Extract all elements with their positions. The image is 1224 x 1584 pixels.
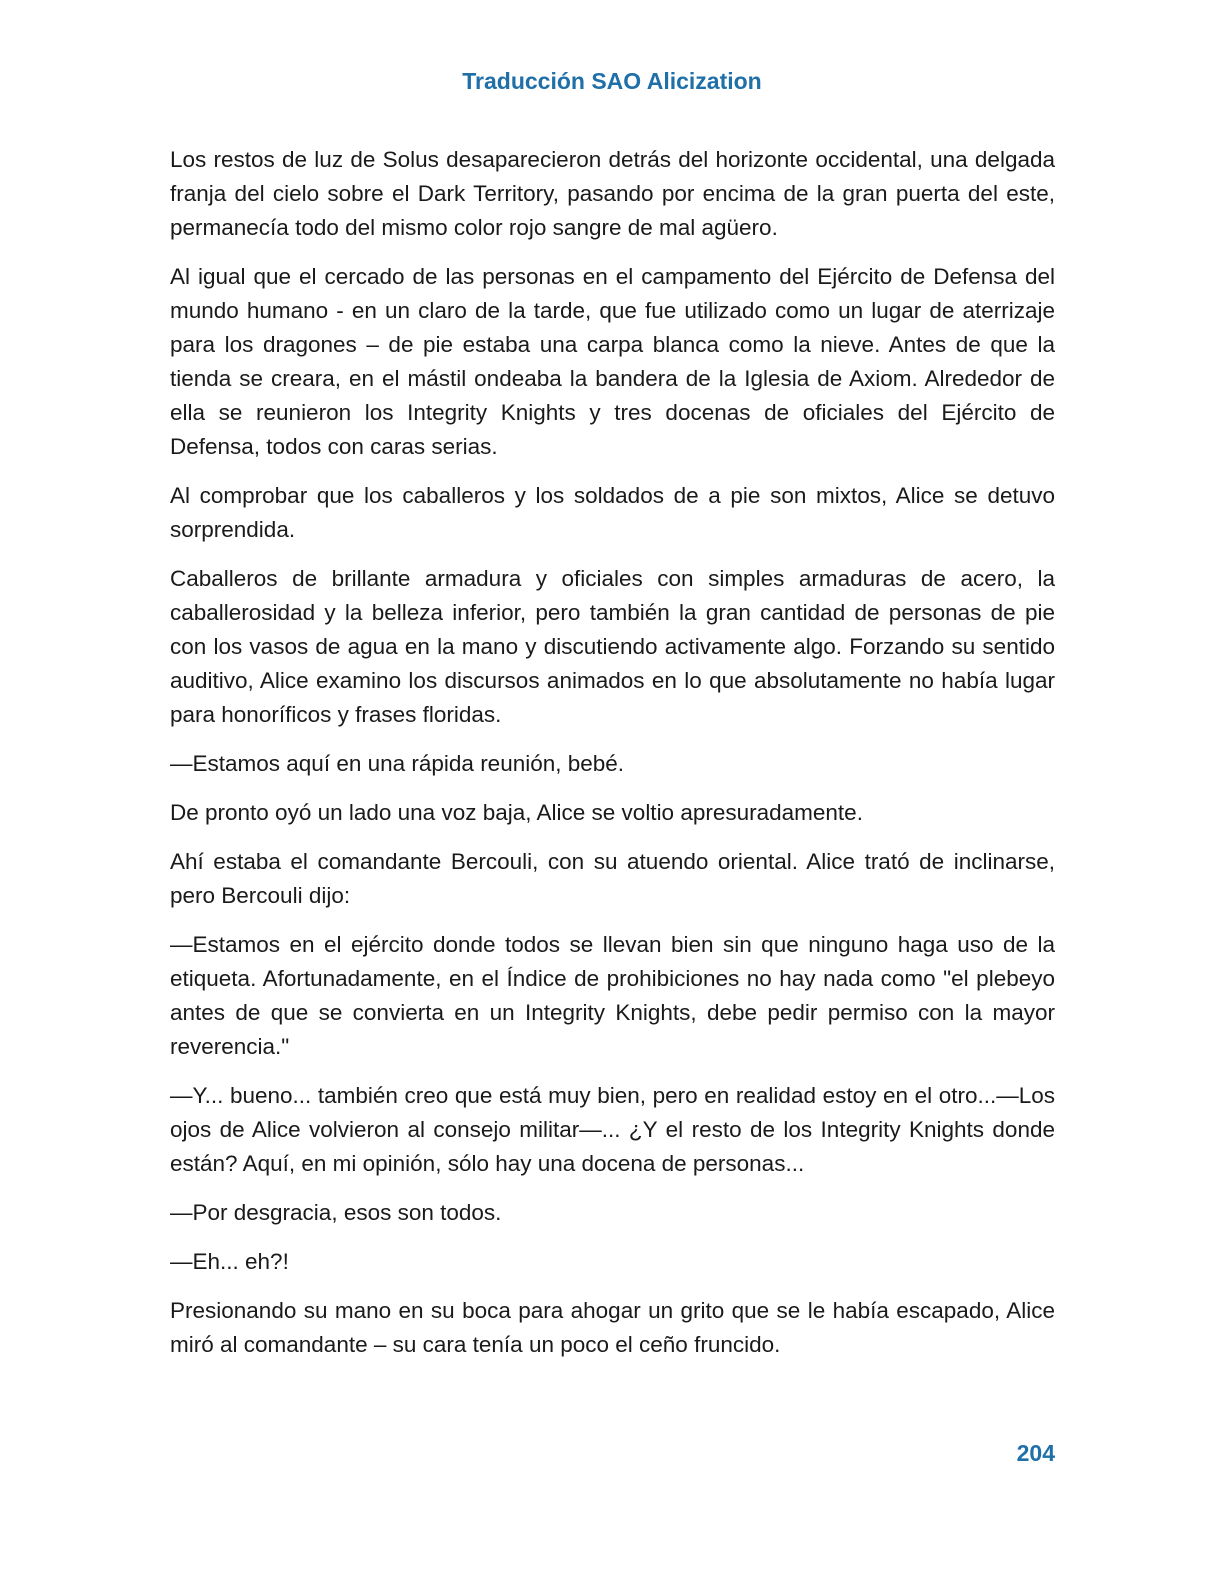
paragraph: Presionando su mano en su boca para ahogar un grito que se le había escapado, Alice miró al comandante – su cara tenía un poco el ceño fruncido.: [170, 1298, 1055, 1357]
paragraph: —Eh... eh?!: [170, 1249, 289, 1274]
paragraph: De pronto oyó un lado una voz baja, Alice se voltio apresuradamente.: [170, 800, 863, 825]
paragraph: Al comprobar que los caballeros y los soldados de a pie son mixtos, Alice se detuvo sorprendida.: [170, 483, 1055, 542]
paragraph: —Estamos aquí en una rápida reunión, bebé.: [170, 751, 625, 776]
paragraph: Los restos de luz de Solus desaparecieron detrás del horizonte occidental, una delgada franja del cielo sobre el Dark Territory, pasando por encima de la gran puerta del este, permanecía todo del mismo color rojo sangre de mal agüero.: [170, 147, 1055, 240]
paragraph: —Estamos en el ejército donde todos se llevan bien sin que ninguno haga uso de la etiqueta. Afortunadamente, en el Índice de prohibiciones no hay nada como "el plebeyo antes de que se convierta en un Integrity Knights, debe pedir permiso con la mayor reverencia.": [170, 932, 1055, 1059]
paragraph: Al igual que el cercado de las personas en el campamento del Ejército de Defensa del mundo humano - en un claro de la tarde, que fue utilizado como un lugar de aterrizaje para los dragones – de pie estaba una carpa blanca como la nieve. Antes de que la tienda se creara, en el mástil ondeaba la bandera de la Iglesia de Axiom. Alrededor de ella se reunieron los Integrity Knights y tres docenas de oficiales del Ejército de Defensa, todos con caras serias.: [170, 264, 1055, 459]
page-number: 204: [1016, 1440, 1055, 1466]
body-text: [170, 143, 1055, 1377]
paragraph: —Por desgracia, esos son todos.: [170, 1200, 502, 1225]
page-header-title: Traducción SAO Alicization: [462, 68, 762, 94]
paragraph: —Y... bueno... también creo que está muy bien, pero en realidad estoy en el otro...—Los ojos de Alice volvieron al consejo militar—... ¿Y el resto de los Integrity Knights donde están? Aquí, en mi opinión, sólo hay una docena de personas...: [170, 1083, 1055, 1176]
paragraph: Ahí estaba el comandante Bercouli, con su atuendo oriental. Alice trató de inclinarse, pero Bercouli dijo:: [170, 849, 1055, 908]
paragraph: Caballeros de brillante armadura y oficiales con simples armaduras de acero, la caballerosidad y la belleza inferior, pero también la gran cantidad de personas de pie con los vasos de agua en la mano y discutiendo activamente algo. Forzando su sentido auditivo, Alice examino los discursos animados en lo que absolutamente no había lugar para honoríficos y frases floridas.: [170, 566, 1055, 727]
